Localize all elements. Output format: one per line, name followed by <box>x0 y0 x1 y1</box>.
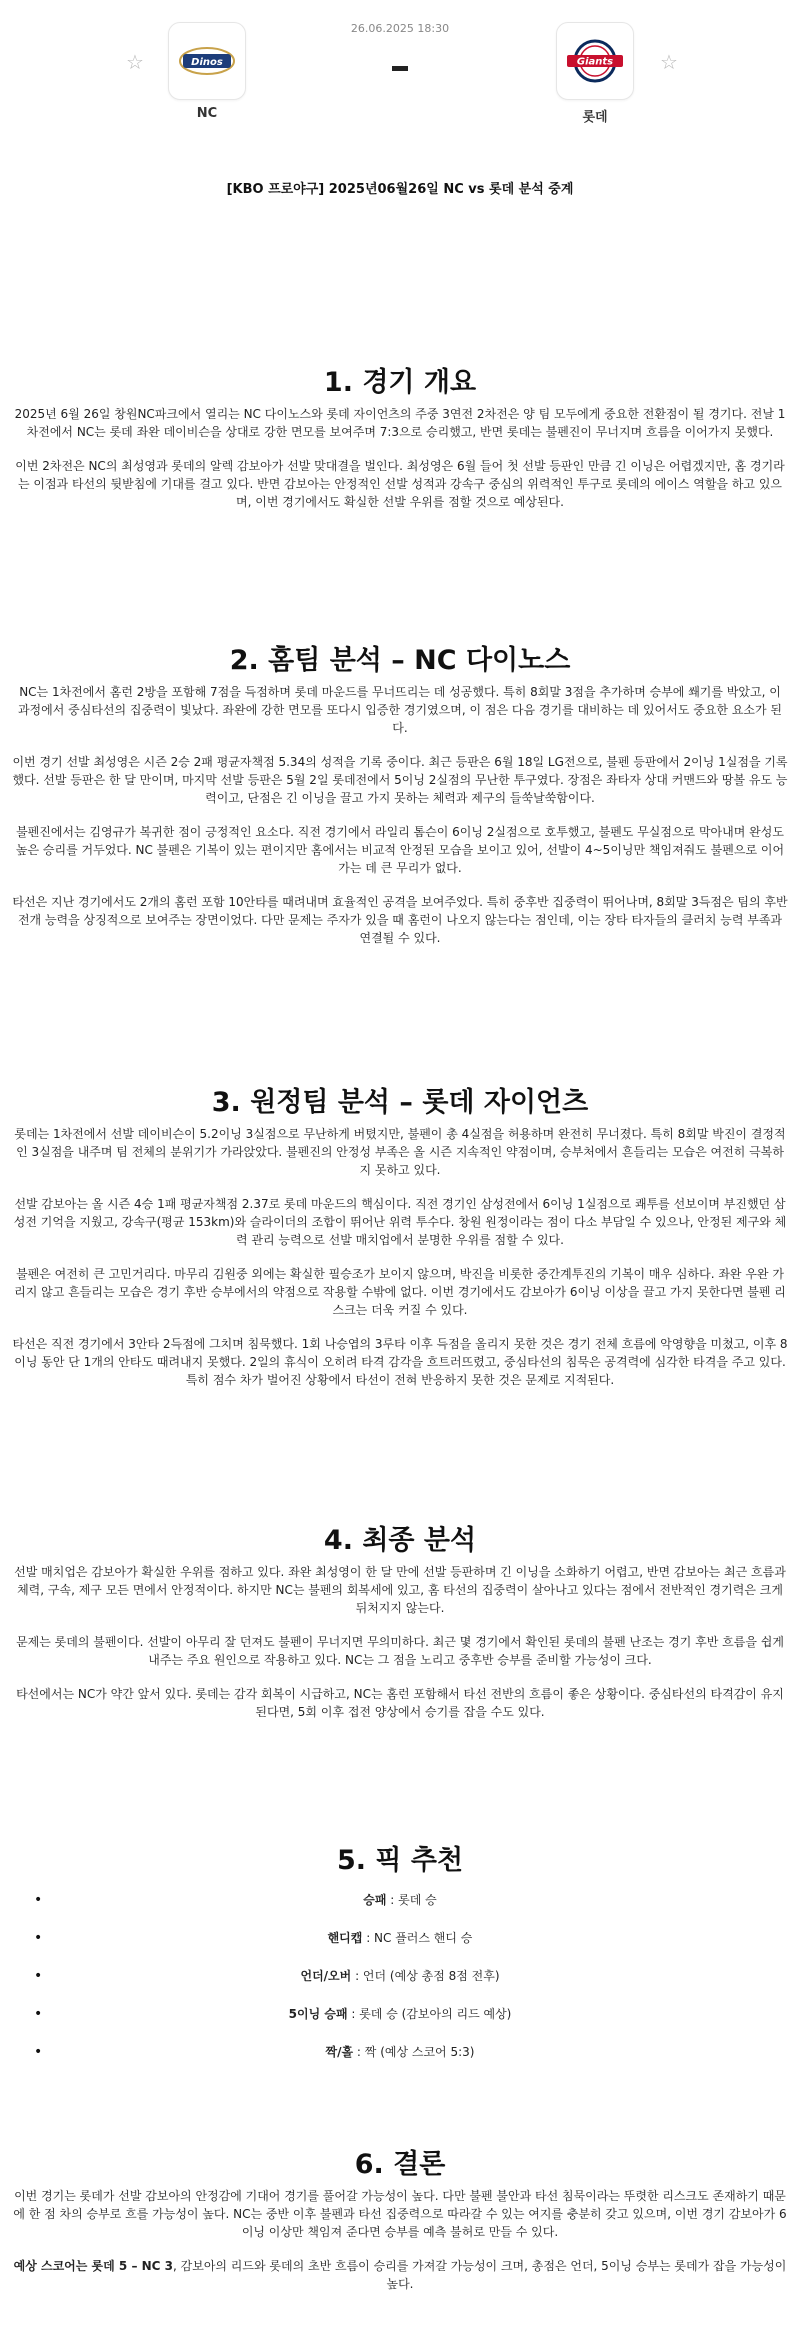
paragraph: 선발 매치업은 감보아가 확실한 우위를 점하고 있다. 좌완 최성영이 한 달 만에 선발 등판하며 긴 이닝을 소화하기 어렵고, 반면 감보아는 최근 흐름과 체력, 구속, 제구 모든 면에서 안정적이다. 하지만 NC는 불펜의 회복세에 있고, 홈 타선의 집중력이 살아나고 있다는 점에서 전반적인 경기력은 크게 뒤처지지 않는다. <box>14 1565 786 1615</box>
section-heading: 5. 픽 추천 <box>336 1845 464 1876</box>
away-team-logo <box>556 22 634 100</box>
paragraph: 롯데는 1차전에서 선발 데이비슨이 5.2이닝 3실점으로 무난하게 버텼지만, 불펜이 총 4실점을 허용하며 완전히 무너졌다. 특히 8회말 박진이 결정적인 3실점을 내주며 팀 전체의 분위기가 가라앉았다. 불펜진의 안정성 부족은 올 시즌 지속적인 약점이며, 승부처에서 흔들리는 모습은 여전히 극복하지 못하고 있다. <box>14 1127 786 1177</box>
section-heading: 4. 최종 분석 <box>323 1525 477 1556</box>
section-home-analysis <box>12 638 788 963</box>
paragraph: NC는 1차전에서 홈런 2방을 포함해 7점을 득점하며 롯데 마운드를 무너뜨리는 데 성공했다. 특히 8회말 3점을 추가하며 승부에 쐐기를 박았고, 이 과정에서 중심타선의 집중력이 빛났다. 좌완에 강한 면모를 또다시 입증한 경기였으며, 이 점은 다음 경기를 대비하는 데 있어서도 중요한 요소가 된다. <box>17 685 783 735</box>
home-team-name: NC <box>196 106 218 121</box>
section-heading: 2. 홈팀 분석 – NC 다이노스 <box>229 645 571 676</box>
pick-label: 5이닝 승패 <box>288 2007 348 2021</box>
paragraph-text: , 감보아의 리드와 롯데의 초반 흐름이 승리를 가져갈 가능성이 크며, 총점은 언더, 5이닝 승부는 롯데가 잡을 가능성이 높다. <box>173 2259 787 2291</box>
favorite-star-icon[interactable]: ☆ <box>126 50 144 74</box>
paragraph: 이번 경기 선발 최성영은 시즌 2승 2패 평균자책점 5.34의 성적을 기록 중이다. 최근 등판은 6월 18일 LG전으로, 불펜 등판에서 2이닝 1실점을 기록했다. 선발 등판은 한 달 만이며, 마지막 선발 등판은 5월 2일 롯데전에서 5이닝 2실점의 무난한 투구였다. 장점은 좌타자 상대 커맨드와 땅볼 유도 능력이고, 단점은 긴 이닝을 끌고 가지 못하는 체력과 제구의 들쑥날쑥함이다. <box>12 755 788 805</box>
pick-label: 언더/오버 <box>300 1969 352 1983</box>
section-heading: 6. 결론 <box>354 2149 446 2180</box>
giants-logo-icon <box>565 36 625 86</box>
list-item <box>12 1929 788 1967</box>
paragraph: 타선에서는 NC가 약간 앞서 있다. 롯데는 감각 회복이 시급하고, NC는 홈런 포함해서 타선 전반의 흐름이 좋은 상황이다. 중심타선의 타격감이 유지된다면, 5회 이후 접전 양상에서 승기를 잡을 수도 있다. <box>16 1687 784 1719</box>
paragraph: 문제는 롯데의 불펜이다. 선발이 아무리 잘 던져도 불펜이 무너지면 무의미하다. 최근 몇 경기에서 확인된 롯데의 불펜 난조는 경기 후반 흐름을 쉽게 내주는 주요 원인으로 작용하고 있다. NC는 그 점을 노리고 중후반 승부를 준비할 가능성이 크다. <box>16 1635 784 1667</box>
list-item <box>12 2043 788 2081</box>
section-overview <box>12 360 788 527</box>
pick-label: 핸디캡 <box>327 1931 363 1945</box>
predicted-score: 예상 스코어는 롯데 5 – NC 3 <box>13 2259 173 2273</box>
list-item <box>12 2005 788 2043</box>
match-date: 26.06.2025 18:30 <box>350 22 450 35</box>
paragraph: 2025년 6월 26일 창원NC파크에서 열리는 NC 다이노스와 롯데 자이언츠의 주중 3연전 2차전은 양 팀 모두에게 중요한 전환점이 될 경기다. 전날 1차전에서 NC는 롯데 좌완 데이비슨을 상대로 강한 면모를 보여주며 7:3으로 승리했고, 반면 롯데는 불펜진이 무너지며 흐름을 이어가지 못했다. <box>14 407 786 439</box>
paragraph: 이번 2차전은 NC의 최성영과 롯데의 알렉 감보아가 선발 맞대결을 벌인다. 최성영은 6월 들어 첫 선발 등판인 만큼 긴 이닝은 어렵겠지만, 홈 경기라는 이점과 타선의 뒷받침에 기대를 걸고 있다. 반면 감보아는 안정적인 선발 성적과 강속구 중심의 위력적인 투구로 롯데의 에이스 역할을 하고 있으며, 이번 경기에서도 확실한 선발 우위를 점할 것으로 예상된다. <box>15 459 785 509</box>
away-team-name: 롯데 <box>582 110 608 125</box>
score-separator <box>392 66 408 71</box>
pick-label: 승패 <box>363 1893 387 1907</box>
list-item <box>12 1891 788 1929</box>
section-away-analysis <box>12 1080 788 1405</box>
paragraph: 불펜진에서는 김영규가 복귀한 점이 긍정적인 요소다. 직전 경기에서 라일리 톰슨이 6이닝 2실점으로 호투했고, 불펜도 무실점으로 막아내며 완성도 높은 승리를 거두었다. NC 불펜은 기복이 있는 편이지만 홈에서는 비교적 안정된 모습을 보이고 있어, 선발이 4~5이닝만 책임져줘도 불펜으로 이어가는 데 큰 무리가 없다. <box>15 825 785 875</box>
paragraph <box>12 2257 788 2293</box>
paragraph: 타선은 지난 경기에서도 2개의 홈런 포함 10안타를 때려내며 효율적인 공격을 보여주었다. 특히 중후반 집중력이 뛰어나며, 8회말 3득점은 팀의 후반 전개 능력을 상징적으로 보여주는 장면이었다. 다만 문제는 주자가 있을 때 홈런이 나오지 않는다는 점인데, 이는 장타 타자들의 클러치 능력 부족과 연결될 수 있다. <box>12 895 788 945</box>
pick-label: 짝/홀 <box>325 2045 354 2059</box>
paragraph: 타선은 직전 경기에서 3안타 2득점에 그치며 침묵했다. 1회 나승엽의 3루타 이후 득점을 올리지 못한 것은 경기 전체 흐름에 악영향을 미쳤고, 이후 8이닝 동안 단 1개의 안타도 때려내지 못했다. 2일의 휴식이 오히려 타격 감각을 흐트러뜨렸고, 중심타선의 침묵은 공격력에 심각한 타격을 주고 있다. 특히 점수 차가 벌어진 상황에서 타선이 전혀 반응하지 못한 것은 문제로 지적된다. <box>12 1337 788 1387</box>
pick-value: : 짝 (예상 스코어 5:3) <box>353 2045 475 2059</box>
paragraph: 불펜은 여전히 큰 고민거리다. 마무리 김원중 외에는 확실한 필승조가 보이지 않으며, 박진을 비롯한 중간계투진의 기복이 매우 심하다. 좌완 우완 가리지 않고 흔들리는 모습은 경기 후반 승부에서의 약점으로 작용할 수밖에 없다. 이번 경기에서도 감보아가 6이닝 이상을 끌고 가지 못한다면 불펜 리스크는 더욱 커질 수 있다. <box>14 1267 786 1317</box>
pick-list <box>12 1891 788 2081</box>
favorite-star-icon[interactable]: ☆ <box>660 50 678 74</box>
article-title: [KBO 프로야구] 2025년06월26일 NC vs 롯데 분석 중계 <box>226 182 574 197</box>
pick-value: : 언더 (예상 총점 8점 전후) <box>351 1969 500 1983</box>
list-item <box>12 1967 788 2005</box>
pick-value: : 롯데 승 (감보아의 리드 예상) <box>347 2007 512 2021</box>
section-final-analysis <box>12 1518 788 1737</box>
svg-text:Giants: Giants <box>576 56 614 68</box>
svg-text:Dinos: Dinos <box>191 57 223 68</box>
paragraph: 선발 감보아는 올 시즌 4승 1패 평균자책점 2.37로 롯데 마운드의 핵심이다. 직전 경기인 삼성전에서 6이닝 1실점으로 쾌투를 선보이며 부진했던 삼성전 기억을 지웠고, 강속구(평균 153km)와 슬라이더의 조합이 뛰어난 위력 투수다. 창원 원정이라는 점이 다소 부담일 수 있으나, 안정된 제구와 체력 관리 능력으로 선발 매치업에서 분명한 우위를 점할 수 있다. <box>13 1197 787 1247</box>
pick-value: : NC 플러스 핸디 승 <box>362 1931 473 1945</box>
section-heading: 1. 경기 개요 <box>323 367 477 398</box>
section-conclusion <box>12 2142 788 2309</box>
pick-value: : 롯데 승 <box>386 1893 437 1907</box>
paragraph: 이번 경기는 롯데가 선발 감보아의 안정감에 기대어 경기를 풀어갈 가능성이 높다. 다만 불펜 불안과 타선 침묵이라는 뚜렷한 리스크도 존재하기 때문에 한 점 차의 승부로 흐를 가능성이 높다. NC는 중반 이후 불펜과 타선 집중력으로 따라갈 수 있는 여지를 충분히 갖고 있으며, 이번 경기 감보아가 6이닝 이상만 책임져 준다면 승부를 예측 불허로 만들 수 있다. <box>13 2189 787 2239</box>
section-heading: 3. 원정팀 분석 – 롯데 자이언츠 <box>211 1087 589 1118</box>
section-picks <box>12 1838 788 2081</box>
dinos-logo-icon <box>177 41 237 81</box>
away-team[interactable] <box>556 22 634 125</box>
home-team[interactable] <box>168 22 246 121</box>
match-header <box>0 0 800 197</box>
